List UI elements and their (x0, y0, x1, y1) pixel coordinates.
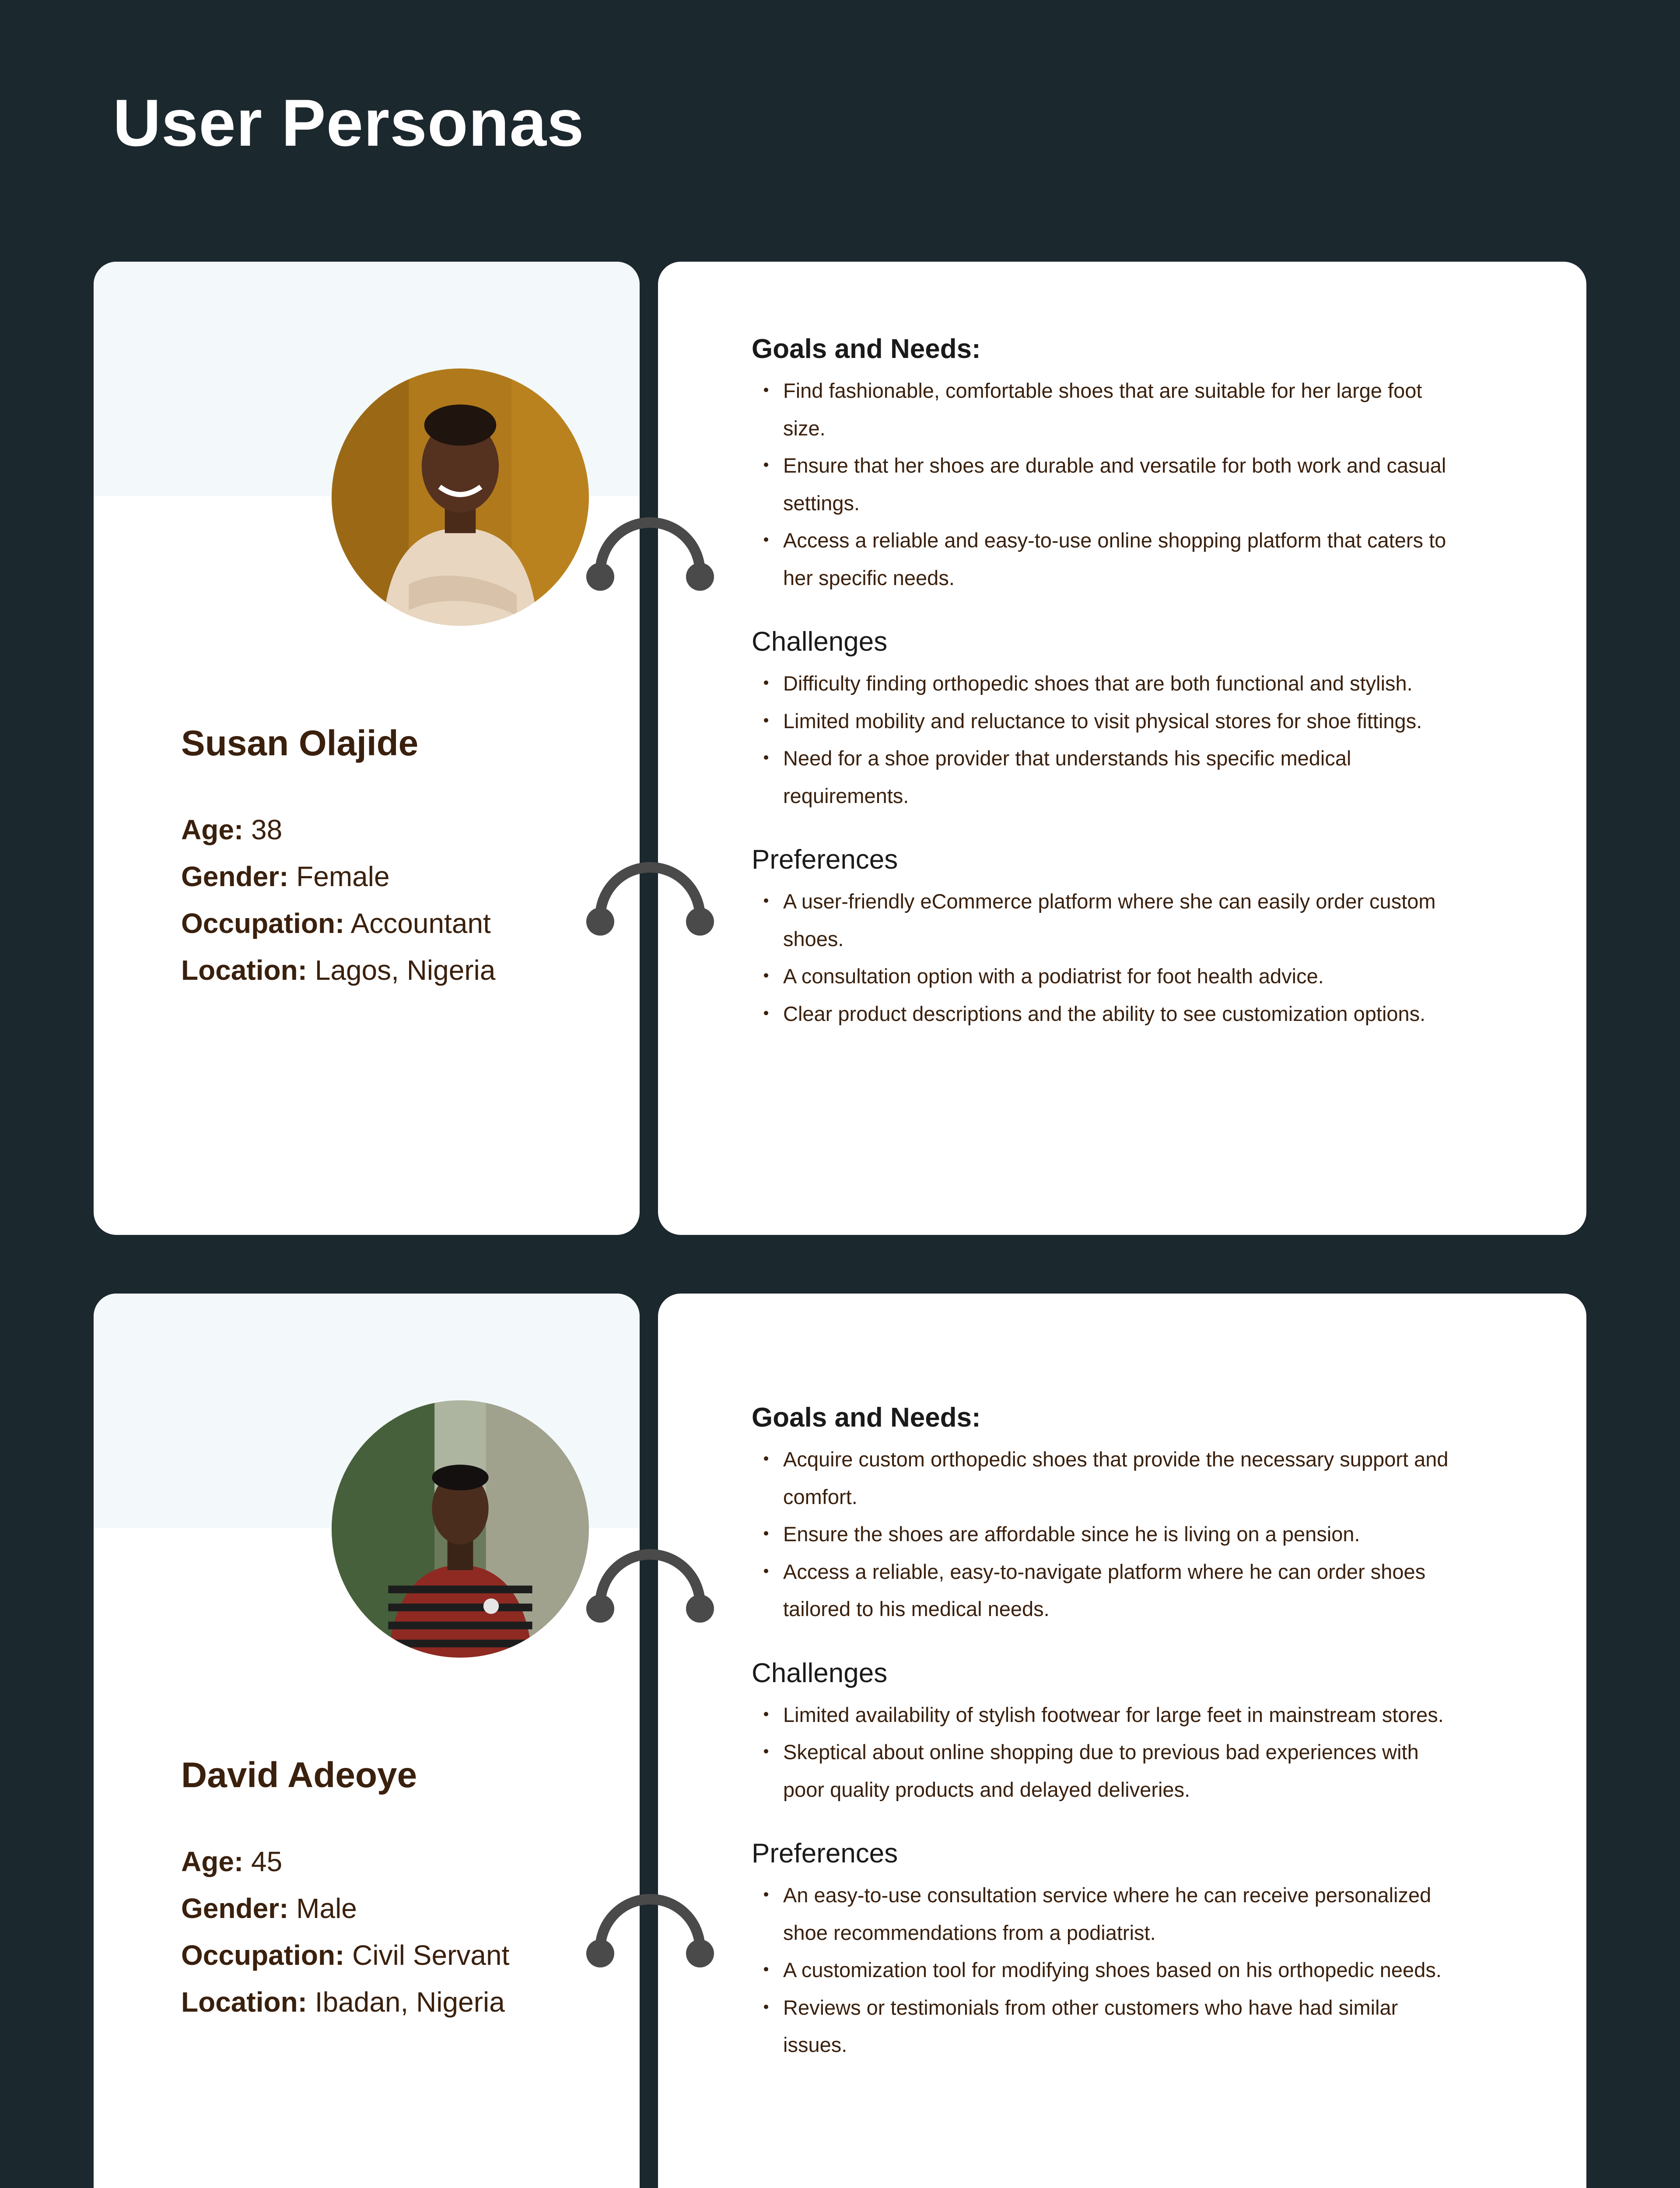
section-heading-preferences: Preferences (752, 845, 898, 875)
details-content (752, 326, 1455, 1055)
details-content (752, 1395, 1455, 2086)
list-item: Access a reliable and easy-to-use online shopping platform that caters to her specific needs. (752, 522, 1455, 596)
binder-ring-icon (584, 1548, 716, 1627)
attribute-value: Civil Servant (352, 1939, 510, 1971)
details-card (658, 1294, 1586, 2188)
attribute-value: Ibadan, Nigeria (315, 1986, 505, 2018)
profile-card (94, 262, 640, 1235)
attribute-value: 38 (251, 814, 283, 845)
section-heading-goals: Goals and Needs: (752, 1403, 981, 1433)
binder-ring-icon (584, 861, 716, 940)
attribute-label: Gender: (181, 861, 289, 892)
list-item: Limited availability of stylish footwear for large feet in mainstream stores. (752, 1696, 1455, 1734)
attribute-label: Gender: (181, 1893, 289, 1924)
list-item: An easy-to-use consultation service where he can receive personalized shoe recommendations from a podiatrist. (752, 1876, 1455, 1951)
persona-name: David Adeoye (181, 1755, 417, 1795)
attribute-value: 45 (251, 1846, 283, 1877)
challenges-list (752, 665, 1455, 814)
list-item: Find fashionable, comfortable shoes that are suitable for her large foot size. (752, 372, 1455, 447)
attribute-gender (181, 853, 495, 900)
persona-attributes (181, 1838, 509, 2026)
attribute-label: Occupation: (181, 1939, 345, 1971)
attribute-occupation (181, 1932, 509, 1979)
avatar-david (332, 1400, 589, 1658)
list-item: Reviews or testimonials from other customers who have had similar issues. (752, 1989, 1455, 2064)
list-item: Skeptical about online shopping due to previous bad experiences with poor quality products and delayed deliveries. (752, 1733, 1455, 1808)
preferences-list (752, 883, 1455, 1032)
list-item: A user-friendly eCommerce platform where she can easily order custom shoes. (752, 883, 1455, 957)
attribute-value: Male (296, 1893, 357, 1924)
avatar-susan (332, 368, 589, 626)
list-item: Acquire custom orthopedic shoes that provide the necessary support and comfort. (752, 1441, 1455, 1515)
profile-card (94, 1294, 640, 2188)
section-heading-challenges: Challenges (752, 627, 888, 657)
attribute-label: Age: (181, 814, 244, 845)
section-heading-challenges: Challenges (752, 1658, 888, 1688)
list-item: Difficulty finding orthopedic shoes that are both functional and stylish. (752, 665, 1455, 702)
goals-list (752, 372, 1455, 596)
attribute-label: Location: (181, 1986, 307, 2018)
list-item: Limited mobility and reluctance to visit physical stores for shoe fittings. (752, 702, 1455, 740)
attribute-value: Accountant (350, 908, 491, 939)
attribute-value: Lagos, Nigeria (315, 954, 496, 986)
attribute-age (181, 806, 495, 853)
list-item: A consultation option with a podiatrist for foot health advice. (752, 957, 1455, 995)
section-heading-preferences: Preferences (752, 1838, 898, 1869)
attribute-occupation (181, 900, 495, 947)
list-item: Clear product descriptions and the ability to see customization options. (752, 995, 1455, 1033)
attribute-age (181, 1838, 509, 1885)
goals-list (752, 1441, 1455, 1628)
details-card (658, 262, 1586, 1235)
avatar-image (332, 1400, 589, 1658)
attribute-label: Location: (181, 954, 307, 986)
list-item: Access a reliable, easy-to-navigate platform where he can order shoes tailored to his medical needs. (752, 1553, 1455, 1628)
attribute-value: Female (296, 861, 390, 892)
attribute-label: Occupation: (181, 908, 345, 939)
challenges-list (752, 1696, 1455, 1809)
list-item: Need for a shoe provider that understands his specific medical requirements. (752, 740, 1455, 814)
attribute-gender (181, 1885, 509, 1932)
persona-name: Susan Olajide (181, 723, 419, 763)
page-title: User Personas (113, 86, 584, 160)
preferences-list (752, 1876, 1455, 2064)
list-item: Ensure the shoes are affordable since he is living on a pension. (752, 1515, 1455, 1553)
list-item: A customization tool for modifying shoes based on his orthopedic needs. (752, 1951, 1455, 1989)
section-heading-goals: Goals and Needs: (752, 334, 981, 364)
avatar-image (332, 368, 589, 626)
attribute-location (181, 947, 495, 994)
persona-attributes (181, 806, 495, 994)
persona-susan (0, 262, 1680, 1235)
list-item: Ensure that her shoes are durable and versatile for both work and casual settings. (752, 447, 1455, 522)
attribute-label: Age: (181, 1846, 244, 1877)
persona-david (0, 1294, 1680, 2188)
binder-ring-icon (584, 1893, 716, 1972)
attribute-location (181, 1979, 509, 2026)
binder-ring-icon (584, 516, 716, 595)
